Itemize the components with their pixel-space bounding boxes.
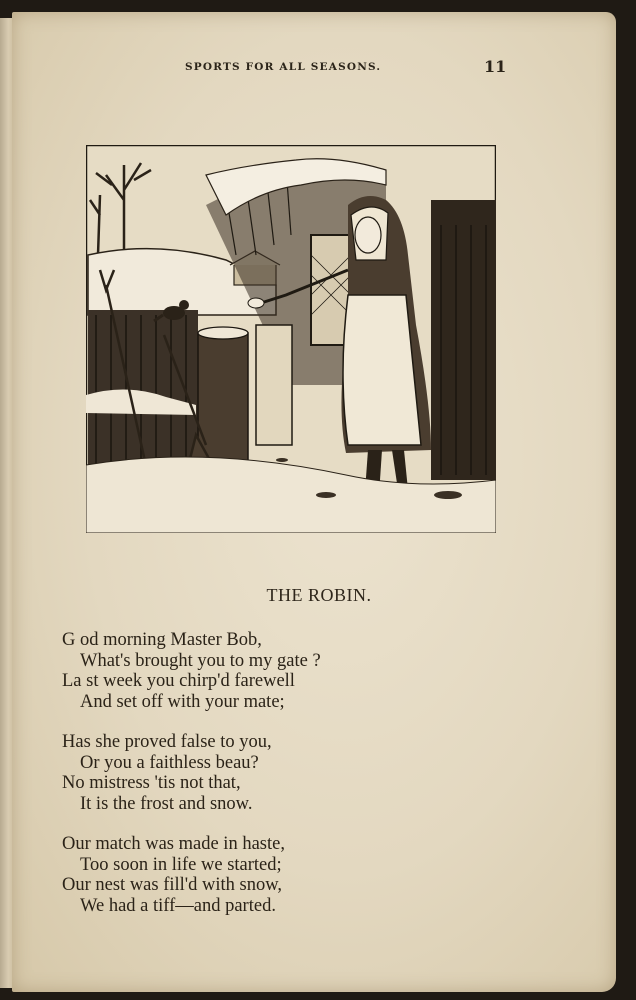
woodcut-illustration	[86, 145, 496, 533]
stanza-2	[62, 732, 422, 814]
show-through-text	[412, 622, 522, 802]
poem-line: Or you a faithless beau?	[80, 752, 259, 773]
page-header	[12, 59, 616, 79]
woodcut-svg	[86, 145, 496, 533]
poem-line: And set off with your mate;	[80, 691, 285, 712]
page-number: 11	[484, 57, 507, 76]
poem-line: What's brought you to my gate ?	[80, 650, 321, 671]
poem-body	[62, 630, 422, 936]
poem-line: Too soon in life we started;	[80, 854, 282, 875]
stanza-1	[62, 630, 422, 712]
poem-line: G od morning Master Bob,	[62, 630, 262, 650]
poem-line: Our match was made in haste,	[62, 834, 285, 854]
poem-line: No mistress 'tis not that,	[62, 773, 241, 793]
page	[12, 12, 616, 992]
poem-line: Our nest was fill'd with snow,	[62, 875, 283, 895]
poem-line: Has she proved false to you,	[62, 732, 272, 752]
stanza-3	[62, 834, 422, 916]
poem-line: It is the frost and snow.	[80, 793, 253, 814]
poem-line: We had a tiff—and parted.	[80, 895, 276, 916]
poem-title: THE ROBIN.	[266, 585, 372, 605]
running-head: SPORTS FOR ALL SEASONS.	[185, 61, 382, 73]
poem-line: La st week you chirp'd farewell	[62, 671, 295, 691]
